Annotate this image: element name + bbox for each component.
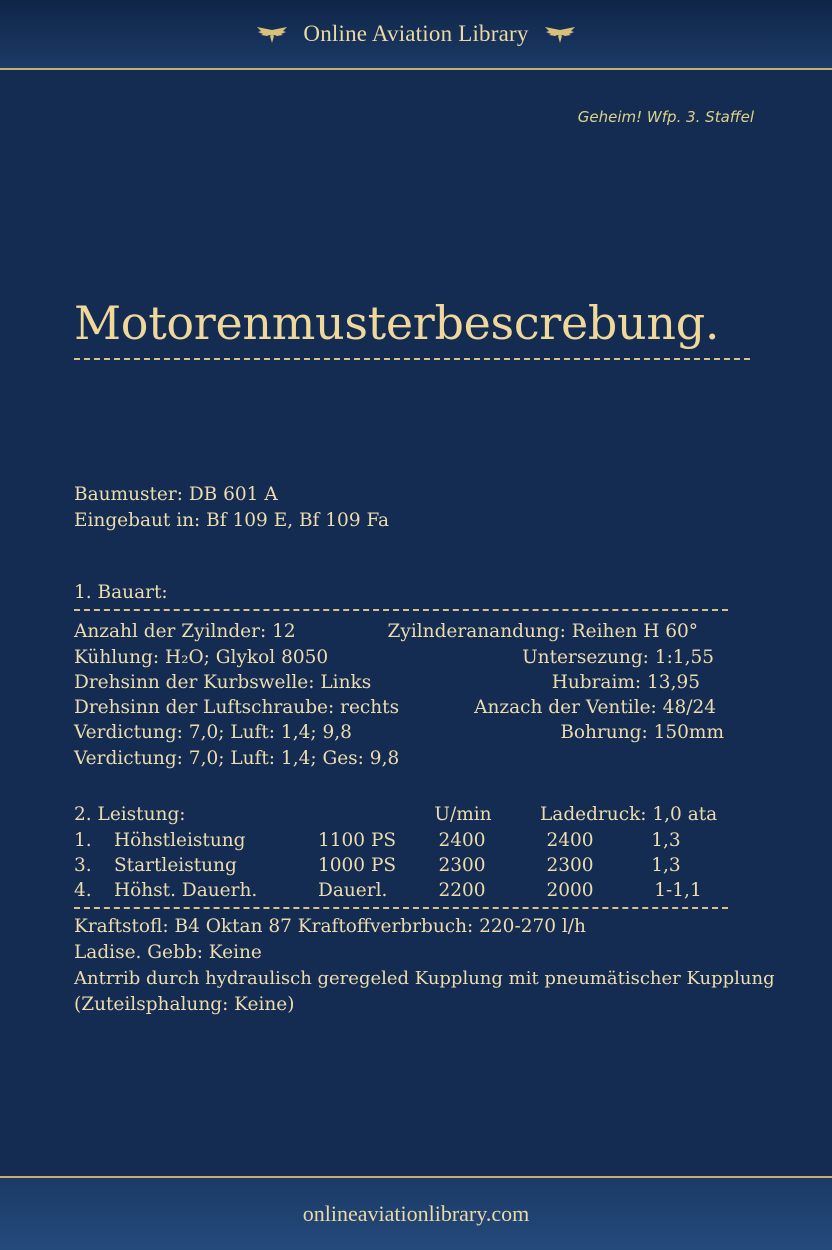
bauart-divider	[74, 609, 728, 611]
note-charger: Ladise. Gebb: Keine	[74, 942, 262, 963]
bauart-row-right: Untersezung: 1:1,55	[522, 647, 714, 668]
row-ps: 1100 PS	[318, 830, 397, 851]
row-value: 2400	[546, 830, 594, 851]
model-baumuster: Baumuster: DB 601 A	[74, 484, 278, 505]
row-umin: 2300	[438, 855, 486, 876]
row-umin: 2400	[438, 830, 486, 851]
note-drive: Antrrib durch hydraulisch geregeled Kupplung mit pneumätischer Kupplung	[74, 968, 775, 989]
site-footer	[0, 1176, 832, 1250]
title-divider	[74, 358, 750, 360]
row-umin: 2200	[438, 880, 486, 901]
row-name: Startleistung	[114, 855, 237, 876]
row-value: 2000	[546, 880, 594, 901]
right-wing-emblem-icon	[543, 24, 577, 44]
bauart-row-left: Verdictung: 7,0; Luft: 1,4; Ges: 9,8	[74, 748, 400, 769]
bauart-row-left: Kühlung: H₂O; Glykol 8050	[74, 647, 329, 668]
row-name: Höhstleistung	[114, 830, 246, 851]
footer-url-link[interactable]: onlineaviationlibrary.com	[302, 1201, 530, 1226]
model-eingebaut: Eingebaut in: Bf 109 E, Bf 109 Fa	[74, 510, 390, 531]
bauart-row-left: Anzahl der Zyilnder: 12	[74, 621, 296, 642]
section-leistung-heading: 2. Leistung:	[74, 804, 186, 825]
bauart-row-left: Drehsinn der Kurbswelle: Links	[74, 672, 372, 693]
leistung-col-ladedruck: Ladedruck: 1,0 ata	[540, 804, 718, 825]
classification-mark: Geheim! Wfp. 3. Staffel	[577, 108, 754, 126]
bauart-row-left: Drehsinn der Luftschraube: rechts	[74, 697, 400, 718]
document-title: Motorenmusterbescrebung.	[74, 296, 720, 350]
row-ata: 1,3	[651, 855, 681, 876]
leistung-col-umin: U/min	[434, 804, 492, 825]
bauart-row-right: Anzach der Ventile: 48/24	[474, 697, 716, 718]
row-ps: Dauerl.	[318, 880, 388, 901]
row-number: 1.	[74, 830, 92, 851]
row-value: 2300	[546, 855, 594, 876]
bauart-row-right: Hubraim: 13,95	[551, 672, 700, 693]
leistung-divider	[74, 907, 728, 909]
row-ps: 1000 PS	[318, 855, 397, 876]
note-distribution: (Zuteilsphalung: Keine)	[74, 994, 295, 1015]
bauart-row-right: Bohrung: 150mm	[560, 722, 724, 743]
row-ata: 1,3	[651, 830, 681, 851]
bauart-row-left: Verdictung: 7,0; Luft: 1,4; 9,8	[74, 722, 352, 743]
note-fuel: Kraftstofl: B4 Oktan 87 Kraftoffverbrbuch: 220-270 l/h	[74, 916, 586, 937]
row-number: 4.	[74, 880, 92, 901]
row-number: 3.	[74, 855, 92, 876]
site-brand[interactable]: Online Aviation Library	[303, 21, 529, 46]
site-header	[0, 0, 832, 70]
left-wing-emblem-icon	[255, 24, 289, 44]
row-ata: 1-1,1	[654, 880, 702, 901]
section-bauart-heading: 1. Bauart:	[74, 582, 168, 603]
row-name: Höhst. Dauerh.	[114, 880, 258, 901]
bauart-row-right: Zyilnderanandung: Reihen H 60°	[387, 621, 698, 642]
